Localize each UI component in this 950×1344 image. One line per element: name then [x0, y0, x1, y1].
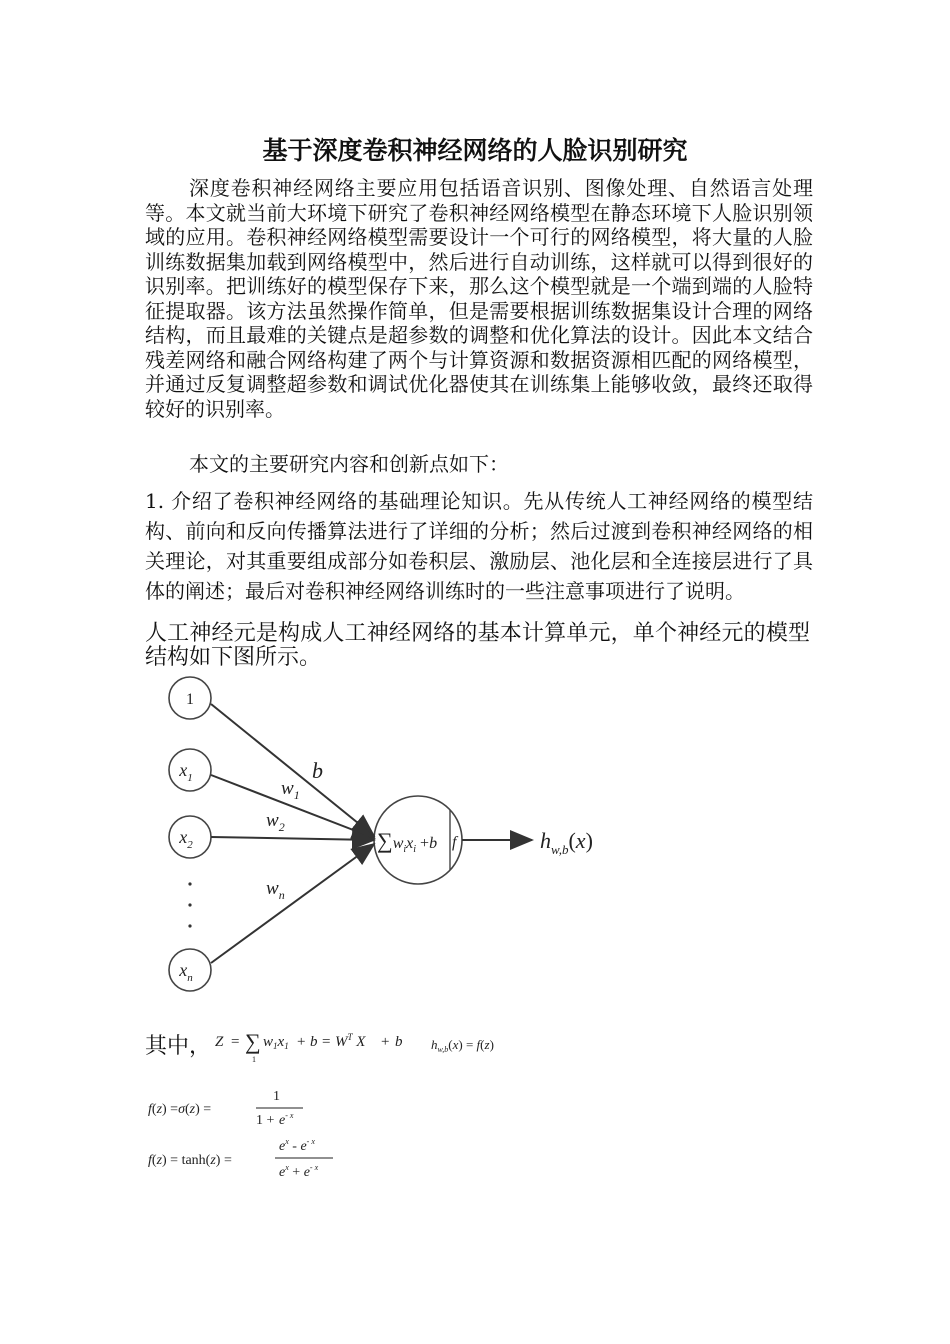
svg-text:w1x1: $w_1x_1$ — [263, 1034, 289, 1051]
weight-label-w2: $w_2$ — [266, 810, 285, 834]
svg-text:f(z) = tanh(z) =: f(z) = tanh(z) = — [148, 1153, 232, 1168]
svg-text:ex - e- x: $e^x - e^{- x}$ — [279, 1137, 315, 1154]
svg-text:+: + — [381, 1034, 390, 1050]
svg-text:1: 1 — [273, 1089, 280, 1104]
input-node-x2 — [169, 816, 211, 858]
page-title: 基于深度卷积神经网络的人脸识别研究 — [262, 136, 688, 165]
svg-text:b: b — [310, 1034, 318, 1050]
paragraph-contents-lead: 本文的主要研究内容和创新点如下： — [189, 452, 509, 476]
svg-text:ex + e- x: $e^x + e^{- x}$ — [279, 1163, 319, 1180]
neuron-intro — [145, 622, 810, 670]
paragraph-neuron-intro: 人工神经元是构成人工神经网络的基本计算单元，单个神经元的模型结构如下图所示。 — [145, 621, 810, 670]
paragraph-intro: 深度卷积神经网络主要应用包括语音识别、图像处理、自然语言处理等。本文就当前大环境下研究了卷积神经网络模型在静态环境下人脸识别领域的应用。卷积神经网络模型需要设计一个可行的网络模型，将大量的人脸训练数据集加载到网络模型中，然后进行自动训练，这样就可以得到很好的识别率。把训练好的模型保存下来，那么这个模型就是一个端到端的人脸特征提取器。该方法虽然操作简单，但是需要根据训练数据集设计合理的网络结构，而且最难的关键点是超参数的调整和优化算法的设计。因此本文结合残差网络和融合网络构建了两个与计算资源和数据资源相匹配的网络模型，并通过反复调整超参数和调试优化器使其在训练集上能够收敛，最终还取得较好的识别率。 — [145, 176, 813, 421]
z-formula — [209, 1025, 549, 1069]
svg-text:f(z) =σ(z) =: f(z) =σ(z) = — [148, 1102, 212, 1117]
activation-label: f — [452, 834, 457, 851]
output-label: $h_{w,b}(x)$ — [540, 828, 593, 857]
paragraph-item-1: 1. 介绍了卷积神经网络的基础理论知识。先从传统人工神经网络的模型结构、前向和反向传播算法进行了详细的分析；然后过渡到卷积神经网络的相关理论，对其重要组成部分如卷积层、激励层、池化层和全连接层进行了具体的阐述；最后对卷积神经网络训练时的一些注意事项进行了说明。 — [145, 489, 813, 603]
svg-text:∑: ∑ — [245, 1029, 261, 1054]
sigmoid-formula — [145, 1082, 365, 1132]
weight-label-w1: $w_1$ — [281, 778, 300, 802]
svg-text:=: = — [231, 1034, 240, 1050]
svg-text:+: + — [297, 1034, 306, 1050]
svg-text:=: = — [322, 1034, 331, 1050]
input-label-x1: $x_1$ — [179, 760, 193, 784]
input-node-x1 — [169, 749, 211, 791]
contents-lead-paragraph — [145, 452, 813, 477]
neuron-sum-label: $\sum w_ix_i +b$ — [377, 828, 438, 855]
edge-bias — [211, 704, 374, 836]
edge-xn — [211, 844, 374, 963]
svg-text:Z: Z — [215, 1034, 224, 1050]
input-node-xn — [169, 949, 211, 991]
formula-lead-text: 其中， — [145, 1034, 212, 1059]
svg-text:WT X: $W^T$ X — [335, 1032, 366, 1050]
svg-text:e- x: $e^{- x}$ — [279, 1111, 294, 1128]
svg-text:1: 1 — [252, 1055, 256, 1064]
abstract-paragraph — [145, 176, 813, 421]
weight-label-wn: $w_n$ — [266, 878, 285, 902]
svg-text:hw,b(x) = f(z): $h_{w,b}(x) = f(z)$ — [431, 1037, 494, 1054]
svg-text:b: b — [395, 1034, 403, 1050]
contribution-item-1 — [145, 486, 813, 606]
svg-text:1 +: 1 + — [256, 1113, 275, 1128]
neuron-diagram — [150, 670, 630, 1000]
edge-x2 — [211, 837, 374, 840]
weight-label-b: b — [312, 758, 323, 783]
input-label-x2: $x_2$ — [179, 827, 193, 851]
tanh-formula — [145, 1130, 385, 1186]
input-label-xn: $x_n$ — [179, 960, 193, 984]
input-label-bias: 1 — [186, 691, 194, 708]
